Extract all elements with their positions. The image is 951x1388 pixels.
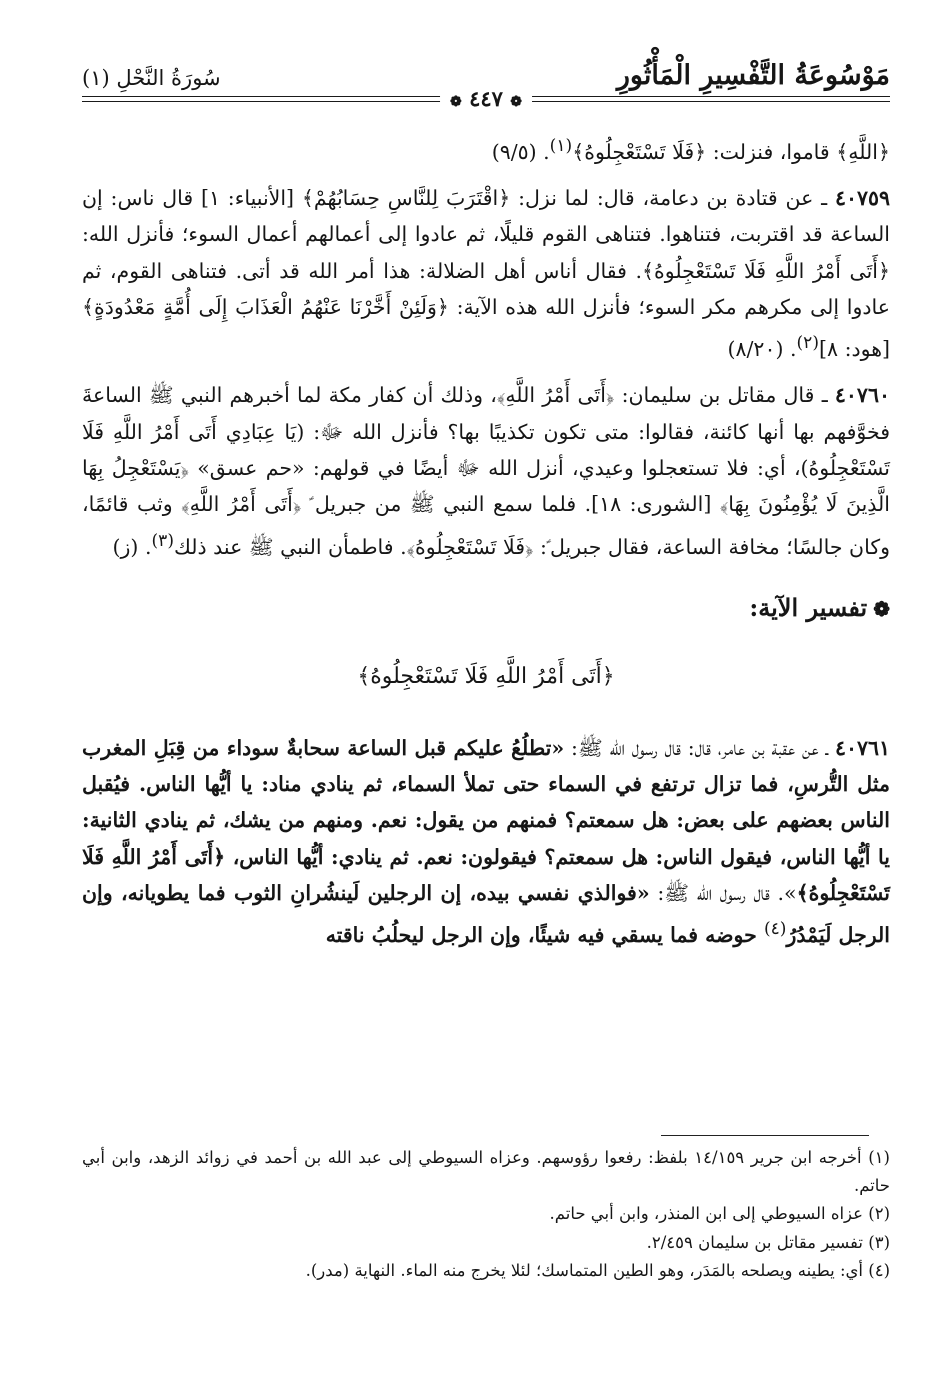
paragraph-40761 bbox=[82, 730, 890, 954]
volume-ref: . (ز) bbox=[112, 534, 152, 559]
main-text bbox=[82, 128, 890, 963]
quran-quote: ﴿يَسْتَعْجِلُ بِهَا الَّذِينَ لَا يُؤْمِنُونَ بِهَا﴾ bbox=[82, 456, 890, 517]
text-run: [هود: ٨] bbox=[819, 337, 890, 362]
footnote-2: (٢) عزاه السيوطي إلى ابن المنذر، وابن أبي حاتم. bbox=[549, 1204, 890, 1224]
ornament-icon: ❁ bbox=[510, 94, 522, 110]
footnote-ref[interactable]: (٤) bbox=[763, 919, 787, 940]
volume-ref: . (٩/٥) bbox=[491, 139, 550, 164]
text-run: . فاطمأن النبي ﷺ عند ذلك bbox=[174, 534, 407, 559]
surah-label: سُورَةُ النَّحْلِ (١) bbox=[82, 66, 221, 90]
hadith-text: «تطلُعُ عليكم قبل الساعة سحابةٌ سوداء من قِبَلِ المغرب مثل التُّرسِ، فما تزال ترتفع في السماء حتى تملأ السماء، ثم ينادي مناد: يا أيُّها الناس. فيُقبل الناس بعضهم على بعض: هل سمعتم؟ فمنهم من يقول: نعم. ومنهم من يشك، ثم ينادي الثانية: يا أيُّها الناس، فيقول الناس: هل سمعتم؟ فيقولون: نعم. ثم ينادي: أيُّها الناس، bbox=[82, 735, 890, 869]
flower-ornament-icon: ❁ bbox=[873, 596, 890, 621]
footnote-ref[interactable]: (٣) bbox=[151, 530, 174, 551]
quran-quote: ﴿وَلَئِنْ أَخَّرْنَا عَنْهُمُ الْعَذَابَ إِلَى أُمَّةٍ مَعْدُودَةٍ﴾ bbox=[82, 295, 449, 320]
text-run: [الأنبياء: ١] قال ناس: إن الساعة قد اقتربت، فتناهوا. فتناهى القوم قليلًا، ثم عادوا إلى أعمالهم أعمال السوء؛ فأنزل الله: bbox=[82, 186, 890, 247]
ornament-icon: ❁ bbox=[450, 94, 462, 110]
page-number-value: ٤٤٧ bbox=[469, 86, 503, 111]
quran-quote: ﴿أَتَى أَمْرُ اللَّهِ فَلَا تَسْتَعْجِلُوهُ﴾ bbox=[82, 844, 891, 905]
running-header bbox=[82, 50, 890, 111]
quran-quote: ﴿أَتَى أَمْرُ اللَّهِ﴾ bbox=[181, 492, 302, 517]
centered-verse: ﴿أَتَى أَمْرُ اللَّهِ فَلَا تَسْتَعْجِلُوهُ﴾ bbox=[357, 663, 615, 689]
text-run: ». قال رسول الله ﷺ: bbox=[649, 880, 797, 905]
volume-ref: . (٨/٢٠) bbox=[727, 337, 797, 362]
text-run: ، وذلك أن كفار مكة لما أخبرهم النبي ﷺ الساعةَ فخوَّفهم بها أنها كائنة، فقالوا: متى تكون تكذيبًا بها؟ فأنزل الله ﷻ: (يَا عِبَادِي أَتَى أَمْرُ اللَّهِ فَلَا تَسْتَعْجِلُوهُ)، أي: فلا تستعجلوا وعيدي، أنزل الله ﷻ أيضًا في قولهم: «حم عسق» bbox=[82, 383, 890, 481]
book-title: مَوْسُوعَةُ التَّفْسِيرِ الْمَأْثُورِ bbox=[616, 60, 890, 91]
paragraph-continuation bbox=[82, 128, 890, 170]
quran-quote: ﴿أَتَى أَمْرُ اللَّهِ فَلَا تَسْتَعْجِلُوهُ﴾ bbox=[642, 258, 891, 283]
quran-quote: ﴿اللَّهِ﴾ bbox=[836, 139, 890, 164]
footnote-separator bbox=[661, 1135, 869, 1136]
text-run: قاموا، فنزلت: bbox=[706, 139, 837, 164]
text-run: [الشورى: ١٨]. فلما سمع النبي ﷺ من جبريل ؑ bbox=[301, 492, 720, 517]
footnote-1: (١) أخرجه ابن جرير ١٤/١٥٩ بلفظ: رفعوا رؤوسهم. وعزاه السيوطي إلى عبد الله بن أحمد في زوائد الزهد، وابن أبي حاتم. bbox=[82, 1148, 890, 1196]
entry-number: ٤٠٧٦١ bbox=[834, 735, 890, 760]
section-heading bbox=[82, 593, 890, 624]
footnote-ref[interactable]: (٢) bbox=[796, 333, 820, 354]
paragraph-40759 bbox=[82, 180, 890, 367]
text-run: ـ قال مقاتل بن سليمان: bbox=[614, 383, 835, 408]
text-run: . فقال أناس أهل الضلالة: هذا أمر الله قد أتى. فتناهى القوم، ثم عادوا إلى مكرهم مكر السوء؛ فأنزل الله هذه الآية: bbox=[82, 258, 890, 320]
footnote-3: (٣) تفسير مقاتل بن سليمان ٢/٤٥٩. bbox=[646, 1232, 890, 1252]
section-heading-text: تفسير الآية: bbox=[749, 592, 868, 622]
footnote-4: (٤) أي: يطينه ويصلحه بالمَدَر، وهو الطين المتماسك؛ لئلا يخرج منه الماء. النهاية (مدر). bbox=[305, 1260, 890, 1280]
hadith-text: «فوالذي نفسي بيده، إن الرجلين لَينشُرانِ الثوب فما يطويانه، وإن الرجل لَيَمْدُرُ bbox=[82, 880, 890, 948]
hadith-text: حوضه فما يسقي فيه شيئًا، وإن الرجل ليحلُبُ ناقته bbox=[325, 923, 764, 948]
entry-number: ٤٠٧٥٩ bbox=[834, 186, 891, 211]
text-run: ـ عن قتادة بن دعامة، قال: لما نزل: bbox=[510, 186, 835, 211]
quran-quote: ﴿أَتَى أَمْرُ اللَّهِ﴾ bbox=[496, 383, 615, 408]
text-run: ـ عن عقبة بن عامر، قال: قال رسول الله ﷺ: bbox=[564, 735, 835, 760]
footnotes bbox=[82, 1144, 890, 1285]
entry-number: ٤٠٧٦٠ bbox=[834, 383, 890, 408]
paragraph-40760 bbox=[82, 377, 890, 564]
text-run: وثب قائمًا، وكان جالسًا؛ مخافة الساعة، فقال جبريل ؑ: bbox=[82, 492, 890, 559]
footnote-ref[interactable]: (١) bbox=[549, 136, 573, 156]
page-number bbox=[440, 86, 532, 111]
quran-quote: ﴿اقْتَرَبَ لِلنَّاسِ حِسَابُهُمْ﴾ bbox=[301, 186, 511, 211]
quran-quote: ﴿فَلَا تَسْتَعْجِلُوهُ﴾ bbox=[572, 139, 707, 164]
quran-quote: ﴿فَلَا تَسْتَعْجِلُوهُ﴾ bbox=[406, 534, 534, 559]
